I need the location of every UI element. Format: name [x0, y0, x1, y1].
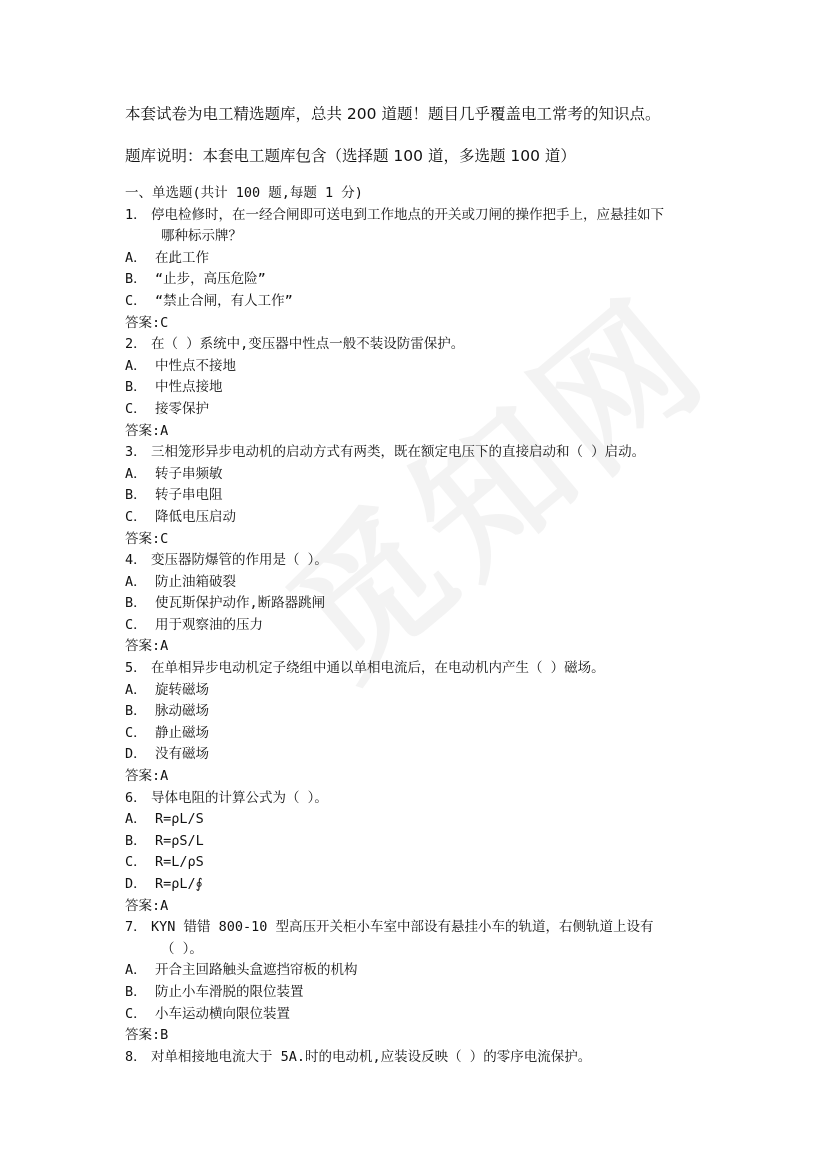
answer-line: 答案:A — [125, 768, 169, 785]
option-item — [125, 615, 725, 637]
question-item — [125, 205, 725, 335]
option-label: B． — [125, 487, 147, 504]
option-text: 转子串频敏 — [155, 465, 223, 482]
option-text: 在此工作 — [155, 249, 209, 266]
question-text: 三相笼形异步电动机的启动方式有两类，既在额定电压下的直接启动和（ ）启动。 — [151, 444, 646, 461]
answer-line: 答案:A — [125, 638, 169, 655]
option-item — [125, 744, 725, 766]
option-item — [125, 593, 725, 615]
option-text: 防止油箱破裂 — [155, 573, 236, 590]
option-item — [125, 831, 725, 853]
intro-line-2: 题库说明：本套电工题库包含（选择题 100 道，多选题 100 道） — [125, 147, 576, 165]
question-text: 变压器防爆管的作用是（ ）。 — [151, 552, 328, 569]
question-text: 停电检修时，在一经合闸即可送电到工作地点的开关或刀闸的操作把手上，应悬挂如下 — [151, 206, 664, 223]
question-stem — [125, 550, 725, 572]
question-number: 7． — [125, 919, 147, 936]
answer-line: 答案:B — [125, 1027, 169, 1044]
option-label: B． — [125, 271, 147, 288]
option-label: A． — [125, 357, 147, 374]
option-label: A． — [125, 962, 147, 979]
question-text: 导体电阻的计算公式为（ ）。 — [151, 789, 328, 806]
question-number: 6． — [125, 789, 147, 806]
option-text: 小车运动横向限位装置 — [155, 1005, 290, 1022]
option-item — [125, 248, 725, 270]
intro-line-1: 本套试卷为电工精选题库，总共 200 道题！题目几乎覆盖电工常考的知识点。 — [125, 105, 661, 123]
option-label: B． — [125, 379, 147, 396]
option-label: C． — [125, 1005, 147, 1022]
option-text: 脉动磁场 — [155, 703, 209, 720]
question-stem — [125, 442, 725, 464]
question-stem — [125, 334, 725, 356]
option-label: C． — [125, 616, 147, 633]
option-text: R=L/ρS — [155, 854, 204, 871]
option-text: 中性点不接地 — [155, 357, 236, 374]
question-stem — [125, 205, 725, 227]
option-item — [125, 464, 725, 486]
option-item — [125, 399, 725, 421]
option-text: R=ρS/L — [155, 832, 204, 849]
option-label: A． — [125, 249, 147, 266]
option-item — [125, 982, 725, 1004]
question-text: 对单相接地电流大于 5A.时的电动机,应装设反映（ ）的零序电流保护。 — [151, 1048, 592, 1065]
option-text: 静止磁场 — [155, 724, 209, 741]
question-text: KYN 错错 800-10 型高压开关柜小车室中部设有悬挂小车的轨道，右侧轨道上设有 — [151, 919, 654, 936]
option-label: B． — [125, 595, 147, 612]
option-label: B． — [125, 983, 147, 1000]
option-text: R=ρL/∮ — [155, 876, 203, 892]
option-label: A． — [125, 681, 147, 698]
option-item — [125, 291, 725, 313]
option-item — [125, 960, 725, 982]
question-stem-continued: （ ）。 — [161, 940, 203, 957]
question-number: 1． — [125, 206, 147, 223]
option-item — [125, 809, 725, 831]
option-text: R=ρL/S — [155, 811, 204, 828]
question-text: 在单相异步电动机定子绕组中通以单相电流后，在电动机内产生（ ）磁场。 — [151, 660, 605, 677]
option-label: B． — [125, 703, 147, 720]
option-text: 防止小车滑脱的限位装置 — [155, 983, 304, 1000]
option-text: 接零保护 — [155, 400, 209, 417]
question-number: 5． — [125, 660, 147, 677]
answer-line: 答案:A — [125, 897, 169, 914]
question-item — [125, 917, 725, 1047]
question-stem — [125, 788, 725, 810]
question-item — [125, 1047, 725, 1069]
option-label: C． — [125, 854, 147, 871]
question-text: 在（ ）系统中,变压器中性点一般不装设防雷保护。 — [151, 336, 465, 353]
option-label: B． — [125, 832, 147, 849]
option-item — [125, 701, 725, 723]
question-number: 3． — [125, 444, 147, 461]
option-text: 开合主回路触头盒遮挡帘板的机构 — [155, 962, 358, 979]
option-label: C． — [125, 292, 147, 309]
option-item — [125, 1004, 725, 1026]
question-number: 4． — [125, 552, 147, 569]
option-text: “止步，高压危险” — [155, 271, 266, 288]
question-item — [125, 442, 725, 550]
question-item — [125, 658, 725, 788]
option-item — [125, 507, 725, 529]
question-item — [125, 334, 725, 442]
option-text: 使瓦斯保护动作,断路器跳闸 — [155, 595, 326, 612]
question-item — [125, 550, 725, 658]
option-label: D． — [125, 876, 147, 892]
option-item — [125, 723, 725, 745]
question-stem — [125, 917, 725, 939]
option-text: 用于观察油的压力 — [155, 616, 263, 633]
option-text: 降低电压启动 — [155, 508, 236, 525]
option-label: A． — [125, 811, 147, 828]
option-item — [125, 572, 725, 594]
option-item — [125, 485, 725, 507]
question-number: 2． — [125, 336, 147, 353]
answer-line: 答案:C — [125, 314, 169, 331]
question-item — [125, 788, 725, 918]
option-text: “禁止合闸，有人工作” — [155, 292, 293, 309]
option-label: A． — [125, 573, 147, 590]
option-item — [125, 356, 725, 378]
option-label: C． — [125, 508, 147, 525]
option-text: 旋转磁场 — [155, 681, 209, 698]
question-number: 8． — [125, 1048, 147, 1065]
option-label: D． — [125, 746, 147, 763]
question-stem — [125, 658, 725, 680]
option-item — [125, 874, 725, 896]
option-item — [125, 680, 725, 702]
section-title: 一、单选题(共计 100 题,每题 1 分) — [125, 185, 363, 201]
question-stem — [125, 1047, 725, 1069]
option-label: C． — [125, 724, 147, 741]
option-item — [125, 377, 725, 399]
option-text: 中性点接地 — [155, 379, 223, 396]
question-list — [125, 183, 725, 1068]
answer-line: 答案:A — [125, 422, 169, 439]
option-item — [125, 269, 725, 291]
option-text: 转子串电阻 — [155, 487, 223, 504]
option-label: C． — [125, 400, 147, 417]
question-stem-continued: 哪种标示牌？ — [161, 228, 242, 245]
answer-line: 答案:C — [125, 530, 169, 547]
option-item — [125, 852, 725, 874]
option-text: 没有磁场 — [155, 746, 209, 763]
option-label: A． — [125, 465, 147, 482]
